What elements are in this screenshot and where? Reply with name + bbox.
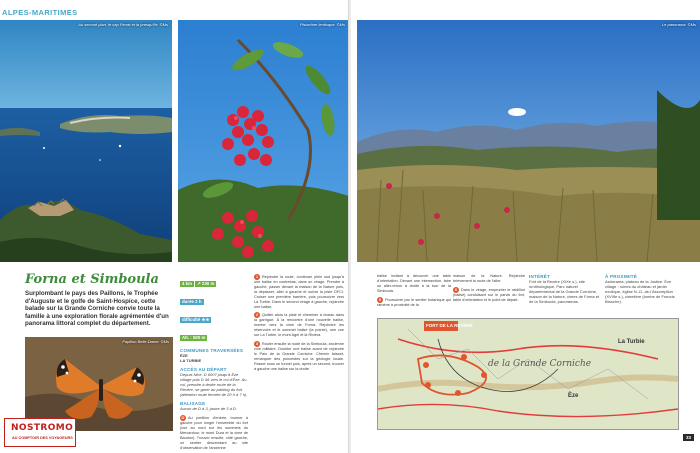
access-heading: ACCÈS AU DÉPART bbox=[180, 367, 227, 372]
elevation-badge: ↗ 230 m bbox=[197, 281, 215, 286]
logo-subtext: AU COMPTOIR DES VOYAGEURS bbox=[12, 436, 73, 440]
step-number: 5 bbox=[378, 296, 382, 302]
step-number: 1 bbox=[255, 274, 259, 279]
step-1 bbox=[254, 274, 344, 309]
map-label-turbie: La Turbie bbox=[618, 339, 645, 345]
hike-stats bbox=[180, 272, 248, 344]
step-4 bbox=[180, 415, 248, 450]
balisage-text: Aucun de D à 3, jaune de 3 à D. bbox=[180, 406, 237, 411]
article-title: Forna et Simboula bbox=[25, 272, 159, 287]
step-5 bbox=[377, 297, 451, 308]
steps-column-2 bbox=[377, 274, 451, 308]
step-6a: maison de la Nature. Rejoindre brièvement la route de l'aller. bbox=[453, 274, 525, 283]
altitude-badge: Alt. : 500 m bbox=[182, 335, 206, 340]
steps-column-3 bbox=[453, 274, 525, 303]
photo-caption: Pistachier lentisque. ©Ms bbox=[299, 22, 345, 27]
proximity-box bbox=[605, 274, 677, 304]
step-3-text: Rouler ensuite la route de la Simboula, ancienne voie militaire. Doubler une balise avant de rejoindre le Parc de la Grande Corniche. Chemin faisant, remarquer des poncestes sur la géologie locale. Passer sous un tunnel puis, après un second, trouver à gauche une balise sur la droite. bbox=[254, 342, 344, 371]
proximity-text: Astrorama, plateau de la Justice. Èze village : ruines du château et jardin exotique, église N.-D.-de-l'Assomption (XVIIIe s.), cimetière (tombe de Francis Blanche). bbox=[605, 279, 675, 304]
access-text: Depuis Nice, D 6007 jusqu'à Èze village puis D 46 vers le col d'Èze. Au col, prendre à droite route de la Revère, se garer au parking du fort (attention route fermée de 20 h à 7 h). bbox=[180, 372, 248, 397]
butterfly-image bbox=[25, 337, 173, 431]
communes-heading: COMMUNES TRAVERSÉES bbox=[180, 348, 244, 353]
communes-text: ÈZE LA TURBIE bbox=[180, 353, 202, 363]
steps-column bbox=[254, 274, 344, 372]
coastline-image bbox=[0, 20, 172, 262]
distance-badge: 4 km bbox=[182, 281, 193, 286]
step-number: 6 bbox=[454, 286, 458, 292]
coastline-photo bbox=[0, 20, 172, 262]
duration-badge: durée 2 h bbox=[182, 299, 202, 304]
publisher-logo bbox=[4, 418, 76, 447]
step-6 bbox=[453, 287, 525, 303]
interest-text: Fort de la Revère (XIXe s.), site ornithologique, Parc naturel départemental de la Grande Corniche, maison de la Nature, cimes de Forna et de la Simboula, panoramas. bbox=[529, 279, 600, 304]
step-2-text: Quitter alors la piste et cheminer à niveau dans la garrigue. À la rencontre d'une nouvelle balise, monter vers la cime de Forna. Rejoindre les réservoirs et le sommet balisé (la pointe), une vue sur La Turbie, le mont Agel et la Riviera. bbox=[254, 313, 344, 338]
step-number: 3 bbox=[255, 341, 259, 347]
route-map bbox=[377, 318, 679, 430]
photo-caption: Le panorama. ©Ms bbox=[661, 22, 696, 27]
step-2 bbox=[254, 312, 344, 338]
article-intro: Surplombant le pays des Paillons, le Trophée d'Auguste et le golfe de Saint-Hospice, cette balade sur la Grande Corniche convie toute la famille à une exploration florale agrémentée d'un panorama littoral complet du département. bbox=[25, 290, 169, 328]
step-4-text: Au portillon d'entrée, tourner à gauche pour longer l'ensemble du fort (vue au nord sur les sommets du Mercantour, le mont Dura et la cime de Baudon). Trouver ensuite, côté gauche, un sentier descendant au site d'observation de l'ancienne bbox=[180, 416, 248, 450]
step-5-text: Poursuivre par le sentier botanique qui ramène à proximité de la bbox=[377, 297, 451, 307]
difficulty-badge: difficulté ★★ bbox=[182, 317, 210, 322]
page-number: 33 bbox=[683, 434, 694, 441]
logo-text: NOSTROMO bbox=[11, 423, 74, 433]
step-5a: balise invitant à découvrir une table d'orientation. Devant une intersection, faire un aller-retour à droite à la tour de la Simboula. bbox=[377, 274, 451, 293]
photo-caption: Papillon Belle-Dame. ©Ms bbox=[122, 339, 169, 344]
region-header: ALPES-MARITIMES bbox=[2, 8, 78, 17]
info-sidebar bbox=[180, 272, 248, 450]
step-1-text: Rejoindre la route, continuer plein sud jusqu'à une balise en contrebas, dans un virage. Prendre à gauche, passer devant la maison de la Nature puis, la dépasser, aller à gauche et suivre la piste DFCI. Croiser une première barrière, puis poursuivre vers La Turbie. Dans le second virage à gauche, rejoindre une balise. bbox=[254, 275, 344, 309]
butterfly-photo bbox=[25, 337, 173, 431]
photo-caption: Au second plan, le cap Ferrat et la presqu'île. ©Ms bbox=[78, 22, 168, 27]
interest-box bbox=[529, 274, 601, 304]
plant-image bbox=[178, 20, 349, 262]
proximity-heading: À PROXIMITÉ bbox=[605, 274, 638, 279]
panorama-image bbox=[357, 20, 700, 262]
map-image bbox=[378, 319, 678, 429]
map-label-fort: FORT DE LA REVÈRE bbox=[426, 323, 473, 328]
plant-photo bbox=[178, 20, 349, 262]
map-label-corniche: de la Grande Corniche bbox=[488, 359, 592, 369]
balisage-heading: BALISAGE bbox=[180, 401, 206, 406]
map-label-eze: Èze bbox=[568, 393, 579, 399]
panorama-photo bbox=[357, 20, 700, 262]
left-page bbox=[0, 0, 349, 453]
step-3 bbox=[254, 341, 344, 372]
interest-heading: INTÉRÊT bbox=[529, 274, 551, 279]
step-number: D bbox=[181, 415, 185, 420]
step-number: 2 bbox=[255, 312, 259, 318]
step-6-text: Dans le virage, emprunter le raidillon (balisé) conduisant sur le parvis du fort, table d'orientation et le point de départ. bbox=[453, 287, 525, 302]
right-page bbox=[351, 0, 700, 453]
